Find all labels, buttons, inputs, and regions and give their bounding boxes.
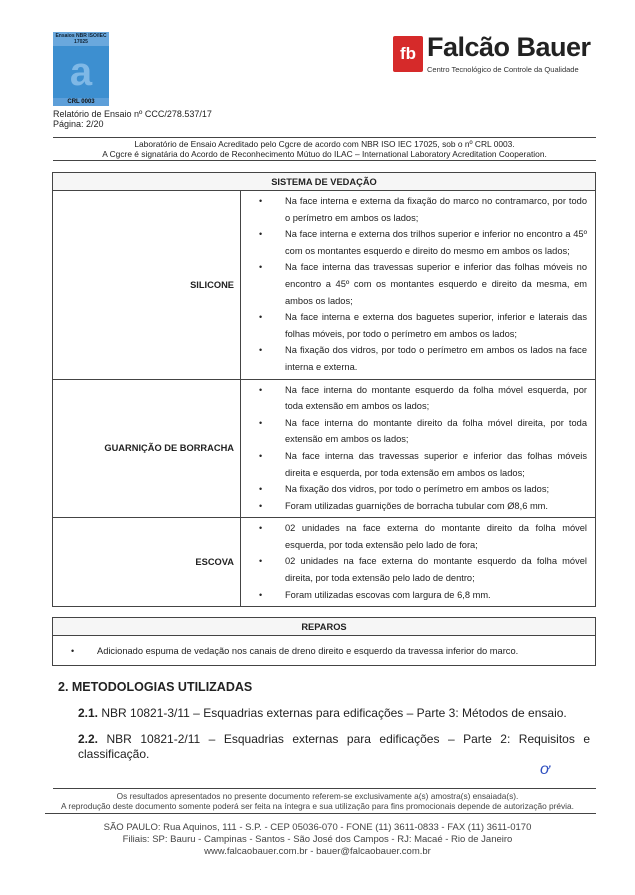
item-text: NBR 10821-2/11 – Esquadrias externas para edificações – Parte 2: Requisitos e classificação.: [78, 731, 590, 761]
item-text: NBR 10821-3/11 – Esquadrias externas para edificações – Parte 3: Métodos de ensaio.: [98, 705, 567, 720]
method-item: [78, 706, 590, 721]
list-item: • Na face interna do montante direito da folha móvel direita, por toda extensão em ambos os lados;: [257, 415, 587, 448]
table-title: SISTEMA DE VEDAÇÃO: [53, 173, 596, 191]
disclaimer-line: A reprodução deste documento somente poderá ser feita na íntegra e sua utilização para fins promocionais depende de autorização prévia.: [61, 800, 574, 811]
row-items: [241, 191, 596, 380]
web-contact: www.falcaobauer.com.br - bauer@falcaobauer.com.br: [204, 845, 431, 857]
accreditation-seal: [53, 32, 109, 106]
divider: [53, 160, 596, 161]
row-label: SILICONE: [53, 191, 241, 380]
list-item: • Na fixação dos vidros, por todo o perímetro em ambos os lados na face interna e externa.: [257, 342, 587, 375]
list-item: • Na face interna e externa dos baguetes superior, inferior e laterais das folhas móveis, por todo o perímetro em ambos os lados;: [257, 309, 587, 342]
accreditation-note: [53, 138, 596, 160]
list-item: • Na face interna das travessas superior e inferior das folhas móveis no encontro a 45º com os montantes esquerdo e direito da mesma, em ambos os lados;: [257, 259, 587, 309]
list-item: • Na face interna e externa dos trilhos superior e inferior no encontro a 45º com os montantes esquerdo e direito do mesmo em ambos os lados;: [257, 226, 587, 259]
initials-signature: ơ: [540, 760, 550, 778]
page-number: Página: 2/20: [53, 119, 104, 129]
report-number: Relatório de Ensaio nº CCC/278.537/17: [53, 109, 212, 119]
accreditation-line: Laboratório de Ensaio Acreditado pelo Cgcre de acordo com NBR ISO IEC 17025, sob o nº CRL 0003.: [134, 139, 515, 149]
table-row: [53, 518, 596, 607]
item-number: 2.1.: [78, 705, 99, 720]
list-item: • 02 unidades na face externa do montante direito da folha móvel esquerda, por toda extensão pelo lado de fora;: [257, 520, 587, 553]
accreditation-line: A Cgcre é signatária do Acordo de Reconhecimento Mútuo do ILAC – International Laboratory Acreditation Cooperation.: [102, 149, 547, 159]
table-row: [53, 379, 596, 518]
branches: Filiais: SP: Bauru - Campinas - Santos - São José dos Campos - RJ: Macaé - Rio de Janeiro: [122, 833, 513, 845]
page-body: [0, 137, 635, 858]
company-logo: [393, 34, 591, 78]
disclaimer-line: Os resultados apresentados no presente documento referem-se exclusivamente a(s) amostra(s) ensaiada(s).: [116, 790, 519, 801]
list-item: • 02 unidades na face externa do montante esquerdo da folha móvel direita, por toda extensão pelo lado de dentro;: [257, 553, 587, 586]
item-number: 2.2.: [78, 731, 99, 746]
row-items: [241, 379, 596, 518]
row-label: GUARNIÇÃO DE BORRACHA: [53, 379, 241, 518]
method-item: [78, 732, 590, 762]
list-item: • Foram utilizadas guarnições de borracha tubular com Ø8,6 mm.: [257, 498, 587, 515]
seal-glyph: a: [69, 50, 93, 94]
section-title: 2. METODOLOGIAS UTILIZADAS: [58, 679, 253, 694]
logo-name: Falcão Bauer: [427, 32, 591, 62]
divider: [45, 813, 596, 814]
repairs-title: REPAROS: [53, 618, 596, 636]
list-item: • Na face interna e externa da fixação do marco no contramarco, por todo o perímetro em ambos os lados;: [257, 193, 587, 226]
disclaimer: [0, 789, 635, 813]
footer-contact: [0, 822, 635, 858]
repairs-list: [69, 643, 587, 660]
list-item: • Na face interna do montante esquerdo da folha móvel esquerda, por toda extensão em ambos os lados;: [257, 382, 587, 415]
repairs-table: [52, 617, 596, 666]
logo-subtitle: Centro Tecnológico de Controle da Qualidade: [427, 65, 579, 74]
seal-top-text: Ensaios NBR ISO/IEC 17025: [53, 32, 109, 46]
address: SÃO PAULO: Rua Aquinos, 111 - S.P. - CEP 05036-070 - FONE (11) 3611-0833 - FAX (11) 3611-0170: [103, 821, 532, 833]
row-items: [241, 518, 596, 607]
list-item: • Na face interna das travessas superior e inferior das folhas móveis direita e esquerda, por toda extensão em ambos os lados;: [257, 448, 587, 481]
row-label: ESCOVA: [53, 518, 241, 607]
list-item: • Na fixação dos vidros, por todo o perímetro em ambos os lados;: [257, 481, 587, 498]
table-row: [53, 191, 596, 380]
sealing-system-table: [52, 172, 596, 607]
report-info: [53, 109, 212, 129]
list-item: • Adicionado espuma de vedação nos canais de dreno direito e esquerdo da travessa inferior do marco.: [69, 643, 587, 660]
logo-mark: fb: [393, 36, 423, 72]
seal-bottom-text: CRL 0003: [53, 98, 109, 106]
list-item: • Foram utilizadas escovas com largura de 6,8 mm.: [257, 587, 587, 604]
